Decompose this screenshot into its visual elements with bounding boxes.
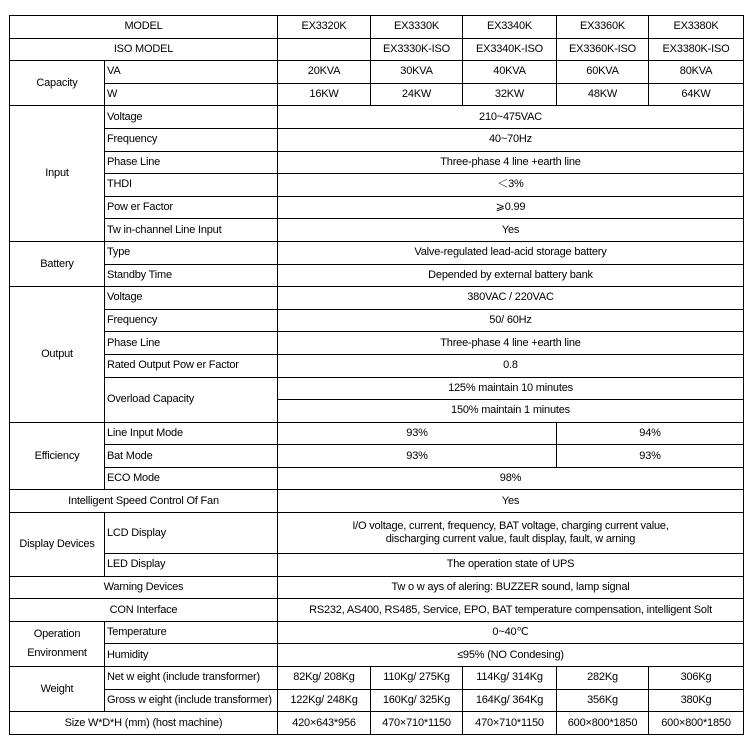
gross-weight-value: 356Kg xyxy=(557,689,649,712)
va-value: 60KVA xyxy=(557,61,649,84)
model-cell: EX3320K xyxy=(278,16,371,39)
led-value: The operation state of UPS xyxy=(278,554,744,577)
va-value: 20KVA xyxy=(278,61,371,84)
output-row xyxy=(10,309,744,332)
input-phase-value: Three-phase 4 line +earth line xyxy=(278,151,744,174)
output-frequency-label: Frequency xyxy=(105,309,278,332)
input-row xyxy=(10,196,744,219)
va-value: 40KVA xyxy=(463,61,557,84)
size-value: 470×710*1150 xyxy=(463,712,557,735)
output-row xyxy=(10,287,744,310)
input-label: Input xyxy=(10,106,105,242)
net-weight-label: Net w eight (include transformer) xyxy=(105,667,278,690)
display-row xyxy=(10,513,744,554)
net-weight-value: 110Kg/ 275Kg xyxy=(371,667,463,690)
environment-label xyxy=(10,621,105,666)
output-row xyxy=(10,332,744,355)
capacity-va-row xyxy=(10,61,744,84)
output-pf-label: Rated Output Pow er Factor xyxy=(105,354,278,377)
size-label: Size W*D*H (mm) (host machine) xyxy=(10,712,278,735)
output-phase-label: Phase Line xyxy=(105,332,278,355)
weight-label: Weight xyxy=(10,667,105,712)
fan-value: Yes xyxy=(278,490,744,513)
input-row xyxy=(10,106,744,129)
input-row xyxy=(10,151,744,174)
model-cell: EX3340K xyxy=(463,16,557,39)
net-weight-value: 282Kg xyxy=(557,667,649,690)
bat-mode-value-a: 93% xyxy=(278,445,557,468)
gross-weight-value: 380Kg xyxy=(649,689,744,712)
output-voltage-value: 380VAC / 220VAC xyxy=(278,287,744,310)
environment-label-line1: Operation xyxy=(33,627,81,640)
iso-model-label: ISO MODEL xyxy=(10,38,278,61)
battery-label: Battery xyxy=(10,241,105,286)
iso-model-cell-empty xyxy=(278,38,371,61)
efficiency-row xyxy=(10,445,744,468)
capacity-w-row xyxy=(10,83,744,106)
con-label: CON Interface xyxy=(10,599,278,622)
model-cell: EX3330K xyxy=(371,16,463,39)
gross-weight-value: 160Kg/ 325Kg xyxy=(371,689,463,712)
efficiency-row xyxy=(10,422,744,445)
environment-row xyxy=(10,621,744,644)
input-voltage-value: 210~475VAC xyxy=(278,106,744,129)
iso-model-cell: EX3380K-ISO xyxy=(649,38,744,61)
battery-type-value: Valve-regulated lead-acid storage battery xyxy=(278,241,744,264)
ups-spec-table xyxy=(9,15,744,735)
model-label: MODEL xyxy=(10,16,278,39)
overload-value: 125% maintain 10 minutes xyxy=(278,377,744,400)
led-label: LED Display xyxy=(105,554,278,577)
line-input-mode-value-a: 93% xyxy=(278,422,557,445)
size-value: 470×710*1150 xyxy=(371,712,463,735)
capacity-label: Capacity xyxy=(10,61,105,106)
va-value: 80KVA xyxy=(649,61,744,84)
display-label: Display Devices xyxy=(10,513,105,577)
w-label: W xyxy=(105,83,278,106)
gross-weight-label: Gross w eight (include transformer) xyxy=(105,689,278,712)
con-row xyxy=(10,599,744,622)
gross-weight-value: 164Kg/ 364Kg xyxy=(463,689,557,712)
eco-mode-value: 98% xyxy=(278,467,744,490)
size-value: 420×643*956 xyxy=(278,712,371,735)
model-cell: EX3380K xyxy=(649,16,744,39)
output-pf-value: 0.8 xyxy=(278,354,744,377)
temperature-label: Temperature xyxy=(105,621,278,644)
w-value: 16KW xyxy=(278,83,371,106)
lcd-value xyxy=(278,513,744,554)
output-row xyxy=(10,354,744,377)
input-phase-label: Phase Line xyxy=(105,151,278,174)
input-twin-label: Tw in-channel Line Input xyxy=(105,219,278,242)
battery-row xyxy=(10,264,744,287)
battery-type-label: Type xyxy=(105,241,278,264)
bat-mode-value-b: 93% xyxy=(557,445,744,468)
input-pf-label: Pow er Factor xyxy=(105,196,278,219)
output-frequency-value: 50/ 60Hz xyxy=(278,309,744,332)
w-value: 64KW xyxy=(649,83,744,106)
fan-row xyxy=(10,490,744,513)
display-row xyxy=(10,554,744,577)
temperature-value: 0~40℃ xyxy=(278,621,744,644)
model-row xyxy=(10,16,744,39)
overload-label: Overload Capacity xyxy=(105,377,278,422)
net-weight-value: 114Kg/ 314Kg xyxy=(463,667,557,690)
size-value: 600×800*1850 xyxy=(649,712,744,735)
battery-standby-value: Depended by external battery bank xyxy=(278,264,744,287)
iso-model-cell: EX3340K-ISO xyxy=(463,38,557,61)
input-row xyxy=(10,219,744,242)
input-frequency-label: Frequency xyxy=(105,128,278,151)
size-row xyxy=(10,712,744,735)
bat-mode-label: Bat Mode xyxy=(105,445,278,468)
input-thdi-label: THDI xyxy=(105,174,278,197)
input-thdi-value: ＜3% xyxy=(278,174,744,197)
weight-row xyxy=(10,689,744,712)
size-value: 600×800*1850 xyxy=(557,712,649,735)
gross-weight-value: 122Kg/ 248Kg xyxy=(278,689,371,712)
output-row xyxy=(10,377,744,400)
line-input-mode-label: Line Input Mode xyxy=(105,422,278,445)
efficiency-label: Efficiency xyxy=(10,422,105,490)
environment-row xyxy=(10,644,744,667)
input-frequency-value: 40~70Hz xyxy=(278,128,744,151)
iso-model-cell: EX3360K-ISO xyxy=(557,38,649,61)
environment-label-line2: Environment xyxy=(27,646,87,659)
weight-row xyxy=(10,667,744,690)
battery-row xyxy=(10,241,744,264)
w-value: 48KW xyxy=(557,83,649,106)
input-twin-value: Yes xyxy=(278,219,744,242)
iso-model-cell: EX3330K-ISO xyxy=(371,38,463,61)
output-voltage-label: Voltage xyxy=(105,287,278,310)
model-cell: EX3360K xyxy=(557,16,649,39)
line-input-mode-value-b: 94% xyxy=(557,422,744,445)
humidity-label: Humidity xyxy=(105,644,278,667)
output-label: Output xyxy=(10,287,105,423)
con-value: RS232, AS400, RS485, Service, EPO, BAT temperature compensation, intelligent Solt xyxy=(278,599,744,622)
lcd-value-line2: discharging current value, fault display, fault, w arning xyxy=(385,533,636,546)
input-voltage-label: Voltage xyxy=(105,106,278,129)
net-weight-value: 82Kg/ 208Kg xyxy=(278,667,371,690)
net-weight-value: 306Kg xyxy=(649,667,744,690)
w-value: 24KW xyxy=(371,83,463,106)
va-label: VA xyxy=(105,61,278,84)
eco-mode-label: ECO Mode xyxy=(105,467,278,490)
input-row xyxy=(10,128,744,151)
warning-row xyxy=(10,576,744,599)
humidity-value: ≤95% (NO Condesing) xyxy=(278,644,744,667)
lcd-value-line1: I/O voltage, current, frequency, BAT voltage, charging current value, xyxy=(352,520,669,533)
efficiency-row xyxy=(10,467,744,490)
output-phase-value: Three-phase 4 line +earth line xyxy=(278,332,744,355)
warning-label: Warning Devices xyxy=(10,576,278,599)
iso-model-row xyxy=(10,38,744,61)
warning-value: Tw o w ays of alering: BUZZER sound, lamp signal xyxy=(278,576,744,599)
va-value: 30KVA xyxy=(371,61,463,84)
lcd-label: LCD Display xyxy=(105,513,278,554)
w-value: 32KW xyxy=(463,83,557,106)
fan-label: Intelligent Speed Control Of Fan xyxy=(10,490,278,513)
battery-standby-label: Standby Time xyxy=(105,264,278,287)
overload-value: 150% maintain 1 minutes xyxy=(278,400,744,423)
input-row xyxy=(10,174,744,197)
input-pf-value: ⩾0.99 xyxy=(278,196,744,219)
